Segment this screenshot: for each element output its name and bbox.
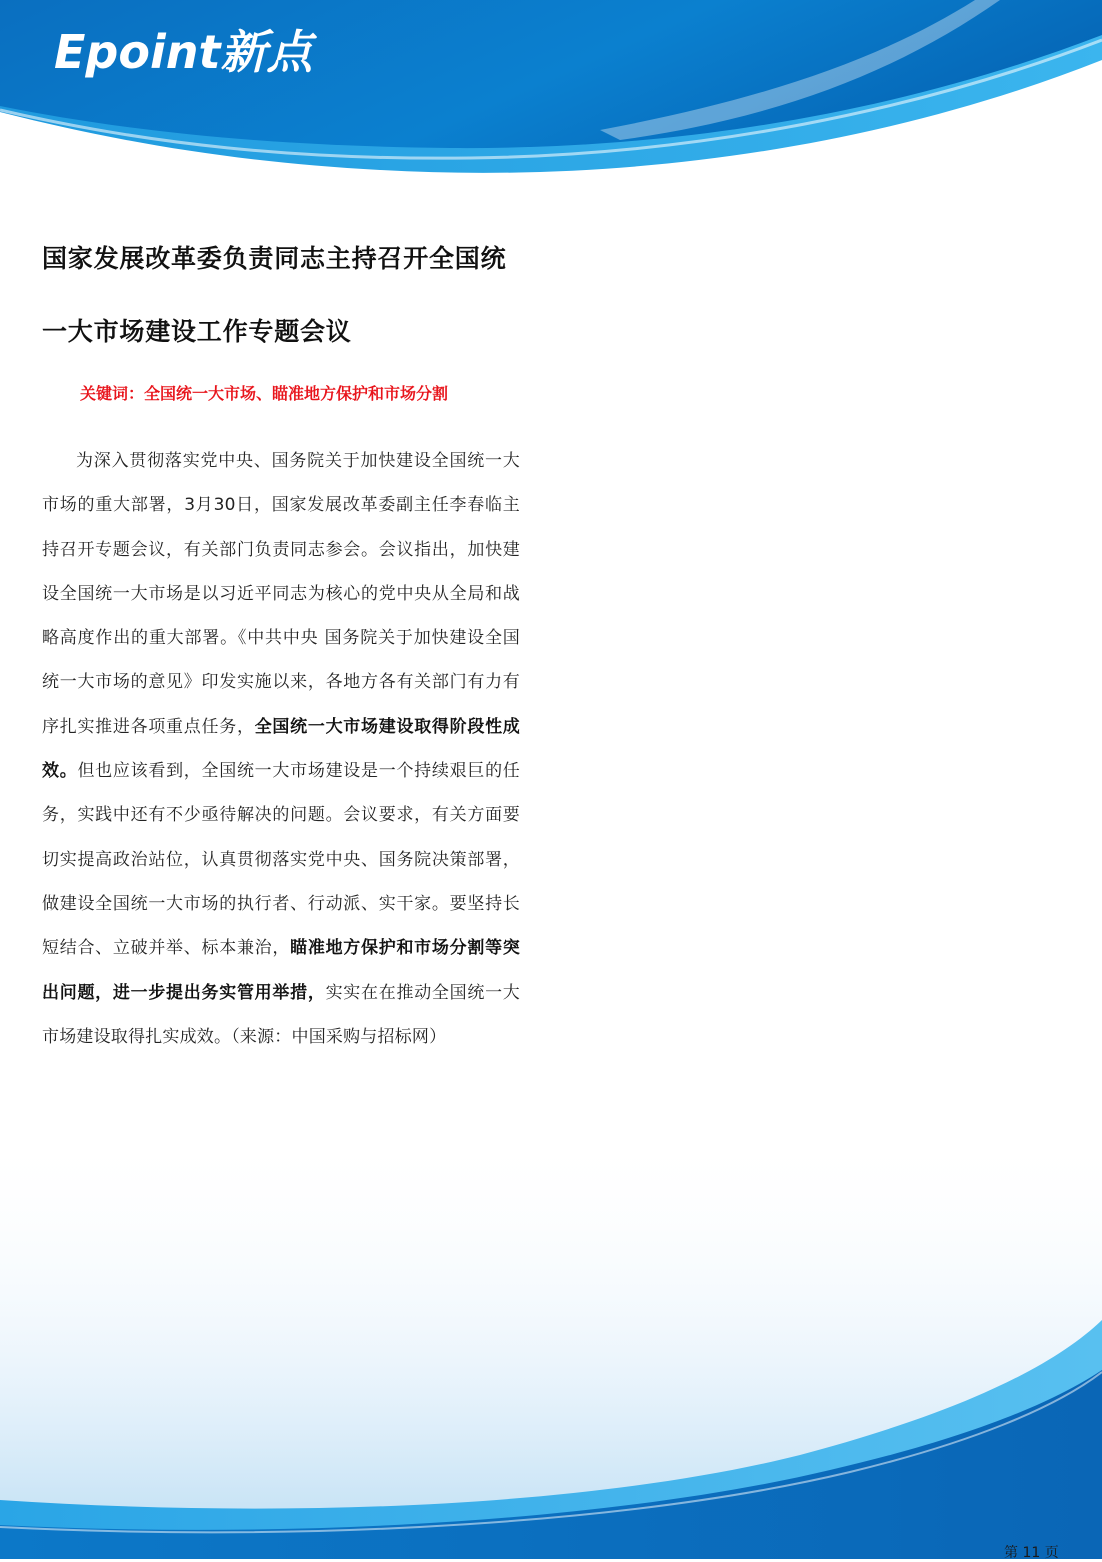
body-bold-segment: 全国统一大市场建设取得阶段性成效。 <box>42 716 521 782</box>
article-keywords: 关键词：全国统一大市场、瞄准地方保护和市场分割 <box>80 384 449 403</box>
epoint-logo: Epoint新点 <box>54 25 313 79</box>
article-title: 国家发展改革委负责同志主持召开全国统一大市场建设工作专题会议 <box>42 244 507 346</box>
body-bold-segment: 瞄准地方保护和市场分割等突出问题，进一步提出务实管用举措， <box>42 938 520 1003</box>
body-text-segment: 实实在在推动全国统一大市场建设取得扎实成效。（来源：中国采购与招标网） <box>42 982 521 1047</box>
page-number: 第 11 页 <box>1004 1545 1059 1561</box>
body-text-segment: 但也应该看到，全国统一大市场建设是一个持续艰巨的任务，实践中还有不少亟待解决的问题。会议要求，有关方面要切实提高政治站位，认真贯彻落实党中央、国务院决策部署，做建设全国统一大市场的执行者、行动派、实干家。要坚持长短结合、立破并举、标本兼治， <box>42 761 520 959</box>
body-text-segment: 为深入贯彻落实党中央、国务院关于加快建设全国统一大市场的重大部署，3月30日，国家发展改革委副主任李春临主持召开专题会议，有关部门负责同志参会。会议指出，加快建设全国统一大市场是以习近平同志为核心的党中央从全局和战略高度作出的重大部署。《中共中央 国务院关于加快建设全国统一大市场的意见》印发实施以来，各地方各有关部门有力有序扎实推进各项重点任务， <box>42 451 520 737</box>
article-body <box>42 439 520 1059</box>
